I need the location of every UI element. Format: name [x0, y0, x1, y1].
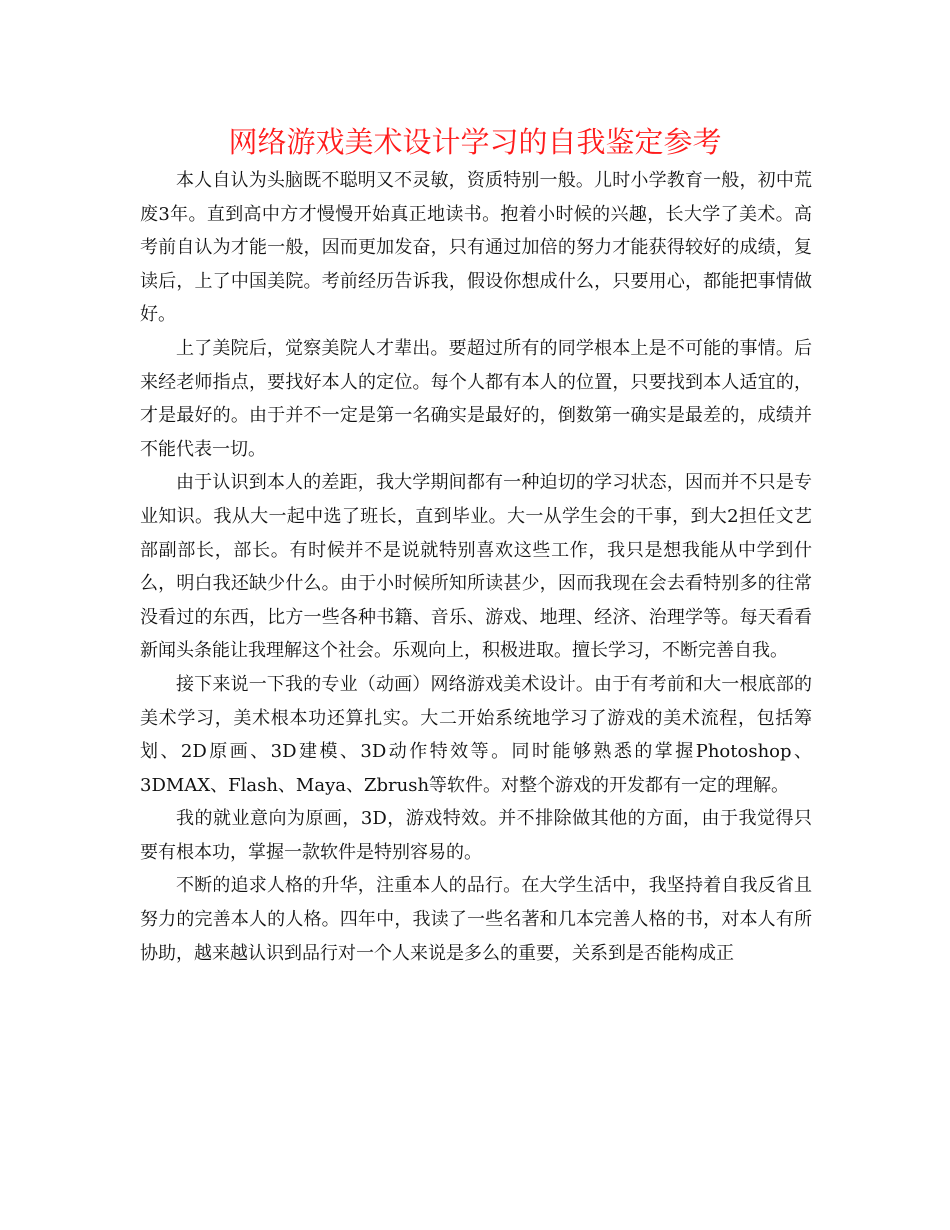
paragraph-4: 接下来说一下我的专业（动画）网络游戏美术设计。由于有考前和大一根底部的美术学习，美术根本功还算扎实。大二开始系统地学习了游戏的美术流程，包括筹划、2D原画、3D建模、3D动作特效等。同时能够熟悉的掌握Photoshop、3DMAX、Flash、Maya、Zbrush等软件。对整个游戏的开发都有一定的理解。 [140, 673, 812, 796]
document-title: 网络游戏美术设计学习的自我鉴定参考 [228, 125, 722, 159]
paragraph-1: 本人自认为头脑既不聪明又不灵敏，资质特别一般。儿时小学教育一般，初中荒废3年。直到高中方才慢慢开始真正地读书。抱着小时候的兴趣，长大学了美术。高考前自认为才能一般，因而更加发奋，只有通过加倍的努力才能获得较好的成绩，复读后，上了中国美院。考前经历告诉我，假设你想成什么，只要用心，都能把事情做好。 [140, 170, 812, 326]
paragraph-5: 我的就业意向为原画，3D，游戏特效。并不排除做其他的方面，由于我觉得只要有根本功，掌握一款软件是特别容易的。 [140, 808, 812, 863]
paragraph-2: 上了美院后，觉察美院人才辈出。要超过所有的同学根本上是不可能的事情。后来经老师指点，要找好本人的定位。每个人都有本人的位置，只要找到本人适宜的，才是最好的。由于并不一定是第一名确实是最好的，倒数第一确实是最差的，成绩并不能代表一切。 [140, 337, 812, 460]
paragraph-6: 不断的追求人格的升华，注重本人的品行。在大学生活中，我坚持着自我反省且努力的完善本人的人格。四年中，我读了一些名著和几本完善人格的书，对本人有所协助，越来越认识到品行对一个人来说是多么的重要，关系到是否能构成正 [140, 875, 812, 964]
document-body [140, 164, 812, 970]
paragraph-3: 由于认识到本人的差距，我大学期间都有一种迫切的学习状态，因而并不只是专业知识。我从大一起中选了班长，直到毕业。大一从学生会的干事，到大2担任文艺部副部长，部长。有时候并不是说就特别喜欢这些工作，我只是想我能从中学到什么，明白我还缺少什么。由于小时候所知所读甚少，因而我现在会去看特别多的往常没看过的东西，比方一些各种书籍、音乐、游戏、地理、经济、治理学等。每天看看新闻头条能让我理解这个社会。乐观向上，积极进取。擅长学习，不断完善自我。 [140, 472, 812, 662]
